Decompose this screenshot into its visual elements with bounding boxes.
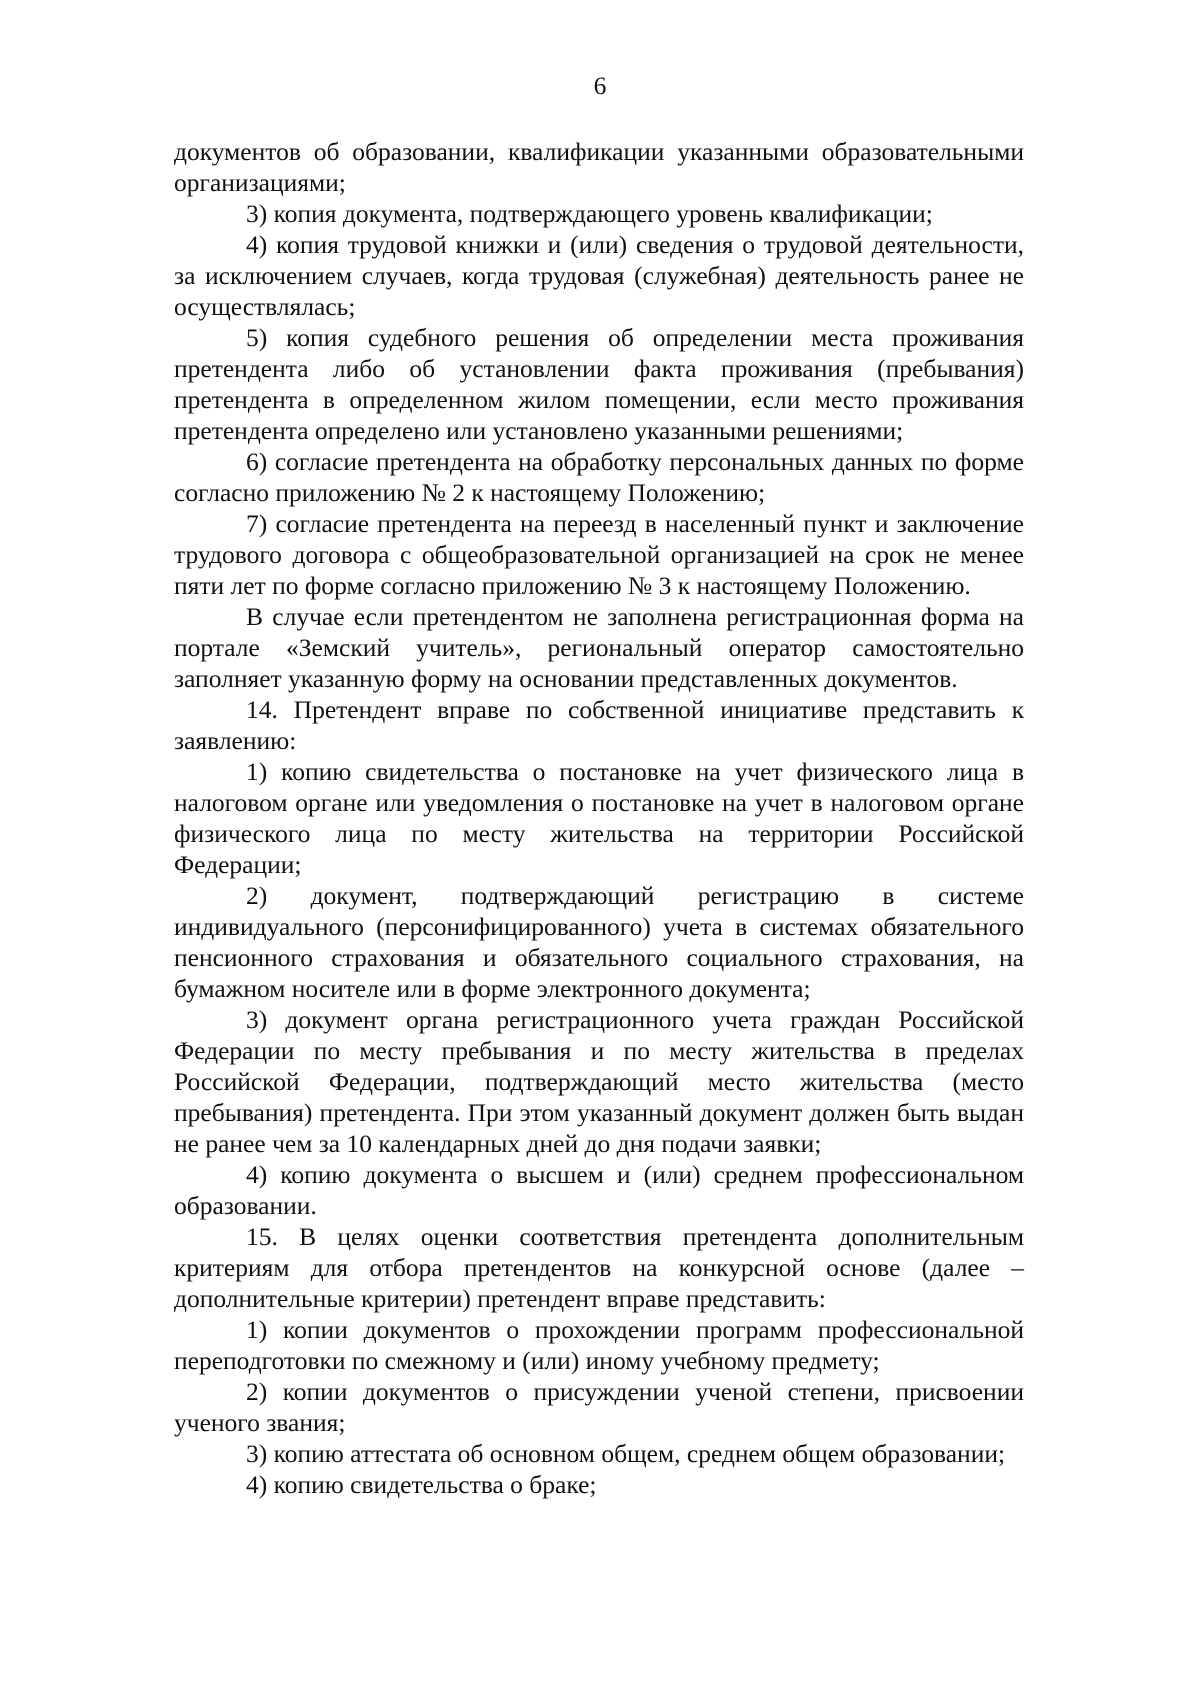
paragraph: 14. Претендент вправе по собственной инициативе представить к заявлению: [174,695,1024,755]
paragraph: 5) копия судебного решения об определении места проживания претендента либо об установлении факта проживания (пребывания) претендента в определенном жилом помещении, если место проживания претендента определено или установлено указанными решениями; [174,323,1024,445]
paragraph: 3) копия документа, подтверждающего уровень квалификации; [246,199,933,228]
paragraph: В случае если претендентом не заполнена регистрационная форма на портале «Земский учитель», региональный оператор самостоятельно заполняет указанную форму на основании представленных документов. [174,602,1024,693]
paragraph: 1) копии документов о прохождении программ профессиональной переподготовки по смежному и (или) иному учебному предмету; [174,1315,1024,1375]
paragraph: 4) копию документа о высшем и (или) среднем профессиональном образовании. [174,1160,1024,1220]
paragraph: 2) копии документов о присуждении ученой степени, присвоении ученого звания; [174,1377,1024,1437]
page-number: 6 [593,71,607,100]
document-body [174,0,1024,1500]
paragraph: 2) документ, подтверждающий регистрацию в системе индивидуального (персонифицированного) учета в системах обязательного пенсионного страхования и обязательного социального страхования, на бумажном носителе или в форме электронного документа; [174,881,1024,1003]
paragraph: документов об образовании, квалификации указанными образовательными организациями; [174,137,1024,197]
paragraph: 6) согласие претендента на обработку персональных данных по форме согласно приложению № 2 к настоящему Положению; [174,447,1024,507]
paragraph: 1) копию свидетельства о постановке на учет физического лица в налоговом органе или уведомления о постановке на учет в налоговом органе физического лица по месту жительства на территории Российской Федерации; [174,757,1024,879]
paragraph: 4) копию свидетельства о браке; [246,1470,597,1499]
paragraph: 3) копию аттестата об основном общем, среднем общем образовании; [246,1439,1006,1468]
paragraph: 4) копия трудовой книжки и (или) сведения о трудовой деятельности, за исключением случаев, когда трудовая (служебная) деятельность ранее не осуществлялась; [174,230,1024,321]
paragraph: 3) документ органа регистрационного учета граждан Российской Федерации по месту пребывания и по месту жительства в пределах Российской Федерации, подтверждающий место жительства (место пребывания) претендента. При этом указанный документ должен быть выдан не ранее чем за 10 календарных дней до дня подачи заявки; [174,1005,1024,1158]
paragraph: 7) согласие претендента на переезд в населенный пункт и заключение трудового договора с общеобразовательной организацией на срок не менее пяти лет по форме согласно приложению № 3 к настоящему Положению. [174,509,1024,600]
paragraph: 15. В целях оценки соответствия претендента дополнительным критериям для отбора претендентов на конкурсной основе (далее – дополнительные критерии) претендент вправе представить: [174,1222,1024,1313]
